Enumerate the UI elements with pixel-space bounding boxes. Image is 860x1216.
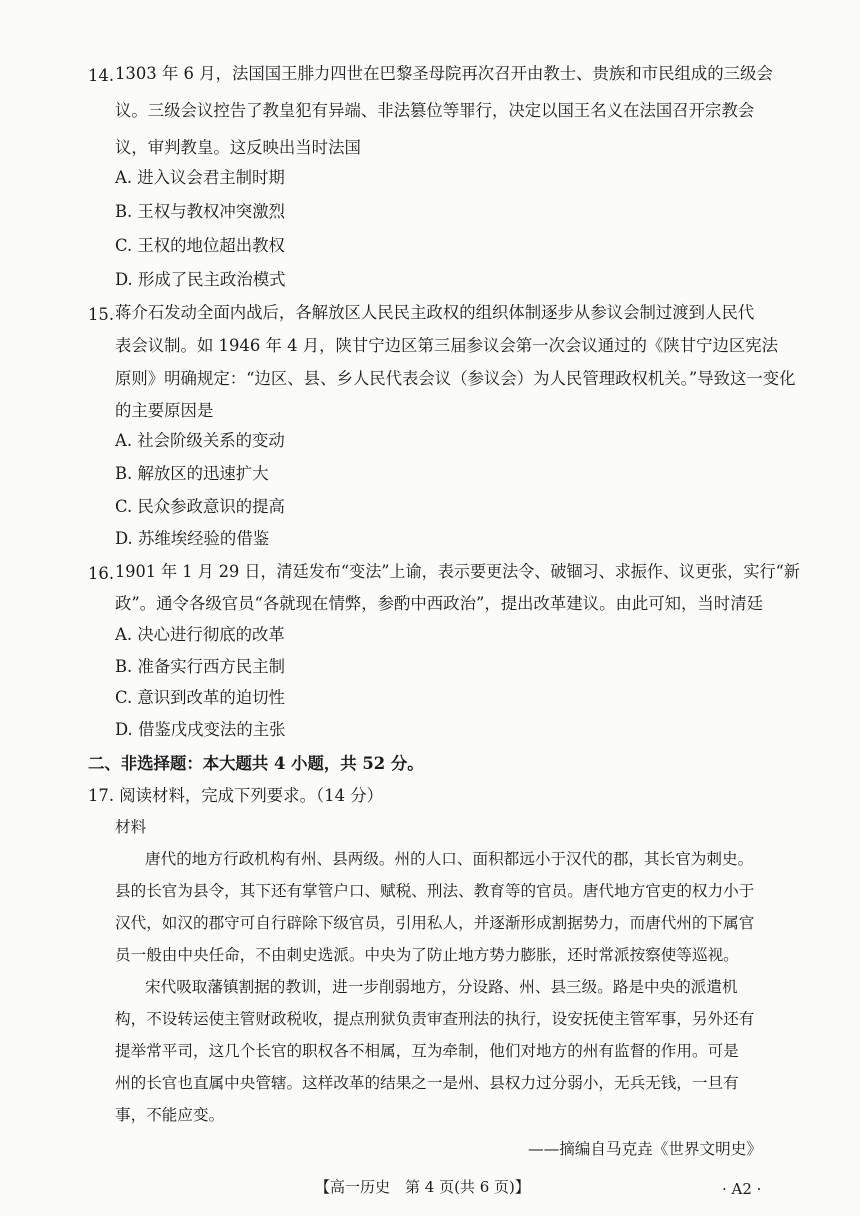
page-code: · A2 · — [722, 1180, 762, 1198]
material-line-6: 构，不设转运使主管财政税收，提点刑狱负责审查刑法的执行，设安抚使主管军事，另外还有 — [115, 1010, 755, 1028]
question-number: 16. — [88, 564, 115, 583]
question-14-line-1: 1303 年 6 月，法国国王腓力四世在巴黎圣母院再次召开由教士、贵族和市民组成的三级会 — [115, 64, 773, 83]
material-line-4: 员一般由中央任命，不由刺史选派。中央为了防止地方势力膨胀，还时常派按察使等巡视。 — [115, 946, 739, 964]
page-footer: 【高一历史 第 4 页(共 6 页)】 — [315, 1178, 530, 1196]
material-line-5: 宋代吸取藩镇割据的教训，进一步削弱地方，分设路、州、县三级。路是中央的派遣机 — [145, 978, 738, 996]
question-15-line-3: 原则》明确规定：“边区、县、乡人民代表会议（参议会）为人民管理政权机关。”导致这一变化 — [115, 369, 796, 388]
question-15-line-2: 表会议制。如 1946 年 4 月，陕甘宁边区第三届参议会第一次会议通过的《陕甘宁边区宪法 — [115, 336, 779, 355]
question-number: 15. — [88, 305, 115, 324]
question-14-line-2: 议。三级会议控告了教皇犯有异端、非法篡位等罪行，决定以国王名义在法国召开宗教会 — [115, 101, 755, 120]
question-15-line-4: 的主要原因是 — [115, 401, 214, 420]
option-b: B. 王权与教权冲突激烈 — [115, 202, 285, 221]
option-a: A. 社会阶级关系的变动 — [115, 431, 285, 450]
section-heading: 二、非选择题：本大题共 4 小题，共 52 分。 — [88, 754, 424, 773]
question-16-line-1: 1901 年 1 月 29 日，清廷发布“变法”上谕，表示要更法令、破锢习、求振作、议更张，实行“新 — [115, 562, 800, 581]
material-line-9: 事，不能应变。 — [115, 1106, 225, 1124]
question-number: 14. — [88, 66, 115, 85]
material-source: ——摘编自马克垚《世界文明史》 — [528, 1140, 762, 1158]
question-17-prompt: 17. 阅读材料，完成下列要求。（14 分） — [88, 786, 384, 805]
question-16-line-2: 政”。通令各级官员“各就现在情弊，参酌中西政治”，提出改革建议。由此可知，当时清廷 — [115, 594, 763, 613]
option-d: D. 借鉴戊戌变法的主张 — [115, 720, 286, 739]
question-15-line-1: 蒋介石发动全面内战后，各解放区人民民主政权的组织体制逐步从参议会制过渡到人民代 — [115, 303, 755, 322]
option-b: B. 解放区的迅速扩大 — [115, 464, 269, 483]
option-d: D. 苏维埃经验的借鉴 — [115, 529, 270, 548]
option-c: C. 民众参政意识的提高 — [115, 497, 285, 516]
option-b: B. 准备实行西方民主制 — [115, 657, 285, 676]
option-c: C. 王权的地位超出教权 — [115, 236, 285, 255]
material-line-7: 提举常平司，这几个长官的职权各不相属，互为牵制，他们对地方的州有监督的作用。可是 — [115, 1042, 739, 1060]
material-line-2: 县的长官为县令，其下还有掌管户口、赋税、刑法、教育等的官员。唐代地方官吏的权力小于 — [115, 882, 755, 900]
question-14-line-3: 议，审判教皇。这反映出当时法国 — [115, 138, 361, 157]
material-line-3: 汉代，如汉的郡守可自行辟除下级官员，引用私人，并逐渐形成割据势力，而唐代州的下属官 — [115, 914, 755, 932]
material-line-1: 唐代的地方行政机构有州、县两级。州的人口、面积都远小于汉代的郡，其长官为刺史。 — [145, 850, 754, 868]
option-d: D. 形成了民主政治模式 — [115, 270, 286, 289]
option-a: A. 决心进行彻底的改革 — [115, 625, 285, 644]
option-a: A. 进入议会君主制时期 — [115, 168, 285, 187]
material-label: 材料 — [115, 818, 147, 836]
option-c: C. 意识到改革的迫切性 — [115, 688, 285, 707]
material-line-8: 州的长官也直属中央管辖。这样改革的结果之一是州、县权力过分弱小，无兵无钱，一旦有 — [115, 1074, 739, 1092]
